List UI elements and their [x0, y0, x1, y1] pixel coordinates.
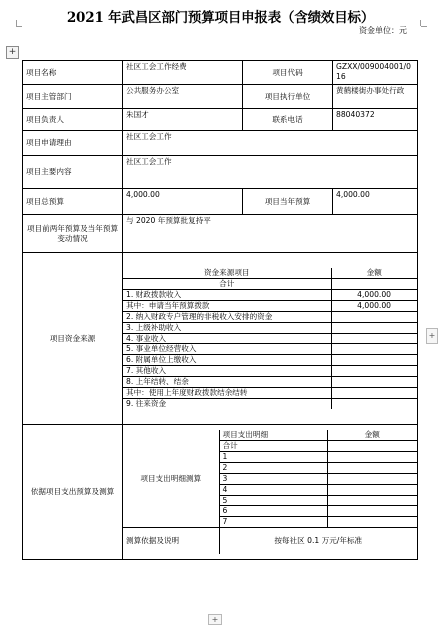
current-year-budget-value[interactable]: 4,000.00 [333, 189, 418, 215]
fund-row [123, 344, 417, 355]
fund-source-cell [123, 253, 418, 425]
table-row [23, 131, 418, 156]
fund-row [123, 377, 417, 388]
expense-cell [123, 425, 418, 560]
budget-history-label: 项目前两年预算及当年预算变动情况 [23, 215, 123, 253]
fund-amount-value[interactable]: 4,000.00 [331, 300, 417, 311]
expense-detail-table [123, 430, 417, 553]
calculation-basis-value[interactable]: 按每社区 0.1 万元/年标准 [219, 528, 417, 554]
fund-source-label: 9. 往来资金 [123, 398, 331, 408]
expense-detail-label: 项目支出明细测算 [123, 430, 219, 527]
budget-history-value[interactable]: 与 2020 年预算批复持平 [123, 215, 418, 253]
project-budget-table [22, 60, 418, 560]
fund-source-label: 5. 事业单位经营收入 [123, 344, 331, 355]
expense-item-label[interactable]: 2 [219, 462, 327, 473]
add-row-handle-icon[interactable]: + [208, 614, 222, 625]
expense-amount-header: 金额 [327, 430, 417, 440]
table-row [23, 156, 418, 189]
expense-amount-value[interactable] [327, 473, 417, 484]
fund-amount-value[interactable] [331, 311, 417, 322]
page-corner-mark [420, 20, 421, 26]
fund-source-table [123, 268, 417, 408]
expense-amount-value[interactable] [327, 506, 417, 517]
table-row [23, 85, 418, 109]
expense-amount-value[interactable] [327, 462, 417, 473]
page-corner-mark [16, 26, 22, 27]
fund-amount-value[interactable] [331, 377, 417, 388]
fund-source-label: 合计 [123, 279, 331, 290]
fund-source-header: 资金来源项目 [123, 268, 331, 278]
fund-amount-value[interactable] [331, 398, 417, 408]
project-code-value[interactable]: GZXX/009004001/016 [333, 61, 418, 85]
project-owner-label: 项目负责人 [23, 109, 123, 131]
expense-item-label[interactable]: 5 [219, 495, 327, 506]
table-move-handle-icon[interactable]: + [6, 46, 19, 59]
executing-unit-value[interactable]: 黄鹤楼街办事处行政 [333, 85, 418, 109]
project-owner-value[interactable]: 朱国才 [123, 109, 243, 131]
fund-source-label: 3. 上级补助收入 [123, 322, 331, 333]
contact-phone-value[interactable]: 88040372 [333, 109, 418, 131]
fund-row [123, 355, 417, 366]
fund-source-label: 8. 上年结转、结余 [123, 377, 331, 388]
main-content-label: 项目主要内容 [23, 156, 123, 189]
expense-basis-row [123, 528, 417, 554]
expense-item-label[interactable]: 4 [219, 484, 327, 495]
fund-row [123, 311, 417, 322]
expense-amount-value[interactable] [327, 517, 417, 528]
table-row [23, 215, 418, 253]
fund-amount-value[interactable] [331, 366, 417, 377]
fund-source-label: 2. 纳入财政专户管理的非税收入安排的资金 [123, 311, 331, 322]
fund-row [123, 279, 417, 290]
fund-amount-header: 金额 [331, 268, 417, 278]
calculation-basis-label: 测算依据及说明 [123, 528, 219, 554]
fund-row [123, 333, 417, 344]
fund-amount-value[interactable] [331, 279, 417, 290]
page-title: 2021 年武昌区部门预算项目申报表（含绩效目标） [66, 10, 375, 26]
fund-amount-value[interactable] [331, 344, 417, 355]
fund-header-row [123, 268, 417, 278]
table-row [23, 253, 418, 425]
fund-row [123, 290, 417, 301]
project-code-label: 项目代码 [243, 61, 333, 85]
fund-amount-value[interactable] [331, 322, 417, 333]
total-budget-value[interactable]: 4,000.00 [123, 189, 243, 215]
table-row [23, 61, 418, 85]
fund-source-label: 1. 财政拨款收入 [123, 290, 331, 301]
fund-source-section-label: 项目资金来源 [23, 253, 123, 425]
expense-item-label[interactable]: 合计 [219, 441, 327, 452]
application-reason-value[interactable]: 社区工会工作 [123, 131, 418, 156]
table-row [23, 189, 418, 215]
fund-amount-value[interactable] [331, 387, 417, 398]
current-year-budget-label: 项目当年预算 [243, 189, 333, 215]
expense-header-row [123, 430, 417, 440]
project-name-value[interactable]: 社区工会工作经费 [123, 61, 243, 85]
fund-source-label: 4. 事业收入 [123, 333, 331, 344]
application-reason-label: 项目申请理由 [23, 131, 123, 156]
expense-item-header: 项目支出明细 [219, 430, 327, 440]
fund-row [123, 300, 417, 311]
expense-amount-value[interactable] [327, 484, 417, 495]
fund-row [123, 322, 417, 333]
contact-phone-label: 联系电话 [243, 109, 333, 131]
fund-row [123, 398, 417, 408]
main-content-value[interactable]: 社区工会工作 [123, 156, 418, 189]
fund-amount-value[interactable]: 4,000.00 [331, 290, 417, 301]
total-budget-label: 项目总预算 [23, 189, 123, 215]
currency-unit-label: 资金单位：元 [359, 26, 407, 35]
expense-item-label[interactable]: 6 [219, 506, 327, 517]
supervising-dept-value[interactable]: 公共服务办公室 [123, 85, 243, 109]
executing-unit-label: 项目执行单位 [243, 85, 333, 109]
fund-source-label: 7. 其他收入 [123, 366, 331, 377]
expense-item-label[interactable]: 3 [219, 473, 327, 484]
fund-source-label: 6. 附属单位上缴收入 [123, 355, 331, 366]
fund-amount-value[interactable] [331, 355, 417, 366]
expense-item-label[interactable]: 1 [219, 452, 327, 463]
expense-basis-section-label: 依据项目支出预算及测算 [23, 425, 123, 560]
fund-amount-value[interactable] [331, 333, 417, 344]
page-corner-mark [16, 20, 17, 26]
fund-row [123, 387, 417, 398]
expense-amount-value[interactable] [327, 441, 417, 452]
project-name-label: 项目名称 [23, 61, 123, 85]
expense-amount-value[interactable] [327, 495, 417, 506]
table-row [23, 425, 418, 560]
expense-item-label[interactable]: 7 [219, 517, 327, 528]
page-corner-mark [421, 26, 427, 27]
fund-row [123, 366, 417, 377]
fund-source-label: 其中：申请当年预算拨款 [123, 300, 331, 311]
fund-source-label: 其中：使用上年度财政拨款结余结转 [123, 387, 331, 398]
table-row [23, 109, 418, 131]
supervising-dept-label: 项目主管部门 [23, 85, 123, 109]
add-column-handle-icon[interactable]: + [426, 328, 438, 344]
expense-amount-value[interactable] [327, 452, 417, 463]
